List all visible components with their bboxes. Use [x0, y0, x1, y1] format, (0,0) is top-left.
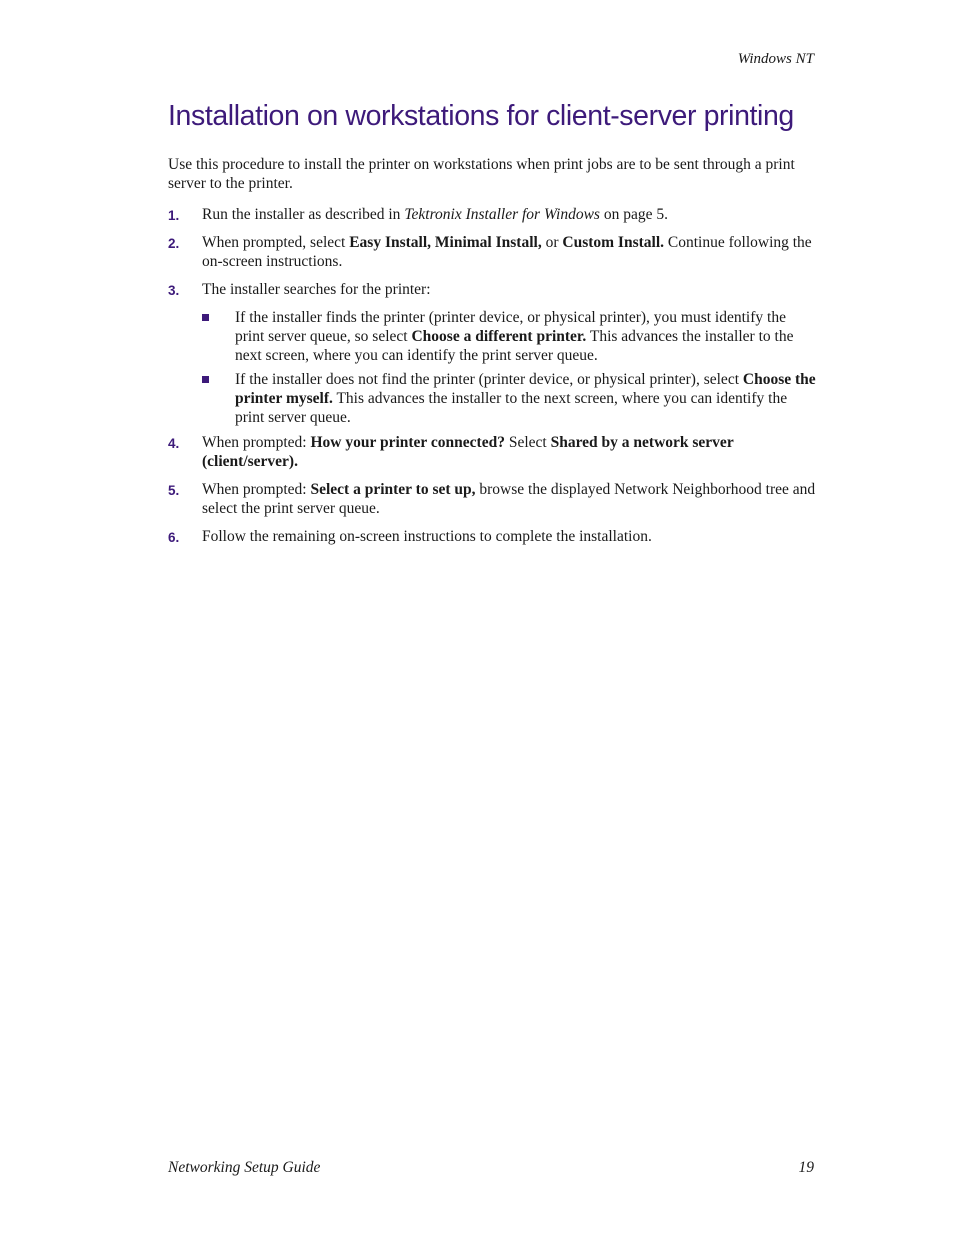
step-6 [168, 527, 818, 546]
step-5 [168, 480, 818, 518]
step-1 [168, 205, 818, 224]
option-label: Shared by a network server (client/server). [202, 434, 734, 470]
step-text: Follow the remaining on-screen instructions to complete the installation. [202, 528, 652, 545]
bullet-item [202, 370, 818, 427]
bullet-text: If the installer finds the printer (printer device, or physical printer), you must identify the print server queue, so select [235, 309, 786, 345]
bullet-item [202, 308, 818, 365]
bullet-text: This advances the installer to the next screen, where you can identify the print server queue. [235, 390, 788, 426]
intro-paragraph: Use this procedure to install the printer on workstations when print jobs are to be sent through a print server to the printer. [168, 156, 795, 192]
bullet-list [202, 308, 818, 427]
step-number: 2. [168, 236, 180, 251]
page-number: 19 [798, 1159, 814, 1176]
step-4 [168, 433, 818, 471]
cross-reference-link[interactable]: Tektronix Installer for Windows [404, 206, 600, 223]
step-text: Continue following the on-screen instructions. [202, 234, 812, 270]
running-head: Windows NT [737, 51, 814, 67]
step-text: or [541, 234, 563, 251]
bullet-text: This advances the installer to the next screen, where you can identify the print server queue. [235, 328, 794, 364]
option-label: Custom Install. [562, 234, 665, 251]
step-number: 6. [168, 530, 180, 545]
step-text: When prompted: [202, 481, 311, 498]
step-number: 3. [168, 283, 180, 298]
step-text: When prompted, select [202, 234, 350, 251]
step-number: 5. [168, 483, 180, 498]
square-bullet-icon [202, 376, 209, 383]
step-2 [168, 233, 818, 271]
square-bullet-icon [202, 314, 209, 321]
step-text: on page 5. [599, 206, 668, 223]
bullet-text: If the installer does not find the printer (printer device, or physical printer), select [235, 371, 743, 388]
step-number: 4. [168, 436, 180, 451]
prompt-label: How your printer connected? [310, 434, 505, 451]
step-text: The installer searches for the printer: [202, 281, 431, 298]
step-text: browse the displayed Network Neighborhood tree and select the print server queue. [202, 481, 816, 517]
step-3 [168, 280, 818, 427]
prompt-label: Select a printer to set up, [310, 481, 476, 498]
step-text: When prompted: [202, 434, 311, 451]
page-title: Installation on workstations for client-server printing [168, 100, 794, 132]
option-label: Choose a different printer. [411, 328, 587, 345]
step-text: Select [504, 434, 551, 451]
option-label: Choose the printer myself. [235, 371, 816, 407]
option-label: Easy Install, Minimal Install, [349, 234, 542, 251]
footer-guide-title: Networking Setup Guide [168, 1159, 321, 1176]
step-number: 1. [168, 208, 180, 223]
procedure-steps [168, 205, 818, 546]
step-text: Run the installer as described in [202, 206, 405, 223]
